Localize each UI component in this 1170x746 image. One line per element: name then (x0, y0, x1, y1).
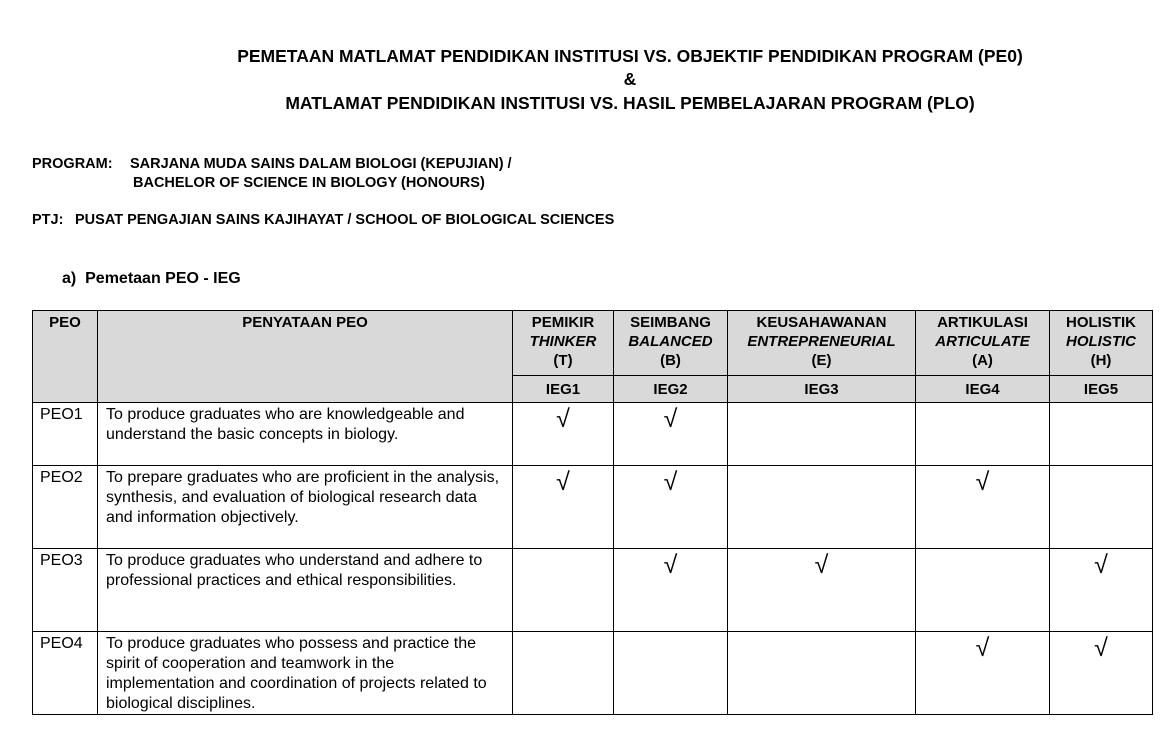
peo-statement: To produce graduates who are knowledgeable and understand the basic concepts in biology. (98, 403, 513, 466)
header-code-ieg3: IEG3 (728, 376, 916, 403)
header-ieg5 (1050, 311, 1153, 376)
section-marker: a) (62, 270, 77, 287)
header-ieg4-abbr: (A) (972, 352, 993, 369)
header-ieg1-abbr: (T) (553, 352, 573, 369)
ptj-name: PUSAT PENGAJIAN SAINS KAJIHAYAT / SCHOOL OF BIOLOGICAL SCIENCES (75, 212, 615, 228)
header-ieg5-malay: HOLISTIK (1066, 314, 1136, 331)
mapping-cell (728, 549, 916, 632)
peo-code: PEO1 (33, 403, 98, 466)
ptj-label: PTJ: (32, 212, 64, 228)
check-mark-icon: √ (1094, 551, 1108, 579)
check-mark-icon: √ (975, 634, 990, 662)
table-row-peo1 (33, 403, 1153, 466)
header-code-ieg4: IEG4 (916, 376, 1050, 403)
mapping-cell (513, 403, 614, 466)
peo-statement: To produce graduates who possess and practice the spirit of cooperation and teamwork in the implementation and coordination of projects related to biological disciplines. (98, 632, 513, 715)
header-ieg2-english: BALANCED (628, 333, 713, 350)
mapping-cell (916, 466, 1050, 549)
header-ieg2-malay: SEIMBANG (630, 314, 711, 331)
mapping-cell (916, 549, 1050, 632)
check-mark-icon: √ (663, 468, 678, 496)
peo-statement: To prepare graduates who are proficient in the analysis, synthesis, and evaluation of biological research data and information objectively. (98, 466, 513, 549)
header-statement: PENYATAAN PEO (98, 311, 513, 403)
program-name-english: BACHELOR OF SCIENCE IN BIOLOGY (HONOURS) (133, 175, 485, 191)
mapping-cell (916, 632, 1050, 715)
mapping-cell (728, 632, 916, 715)
check-mark-icon: √ (1094, 634, 1108, 662)
check-mark-icon: √ (663, 551, 678, 579)
section-heading (62, 270, 241, 288)
mapping-cell (614, 403, 728, 466)
header-ieg3 (728, 311, 916, 376)
header-ieg1 (513, 311, 614, 376)
check-mark-icon: √ (556, 468, 570, 496)
header-peo: PEO (33, 311, 98, 403)
mapping-cell (1050, 632, 1153, 715)
program-name-malay: SARJANA MUDA SAINS DALAM BIOLOGI (KEPUJIAN) / (130, 156, 512, 172)
header-ieg3-malay: KEUSAHAWANAN (756, 314, 887, 331)
header-ieg5-abbr: (H) (1090, 352, 1112, 369)
mapping-cell (513, 632, 614, 715)
table-row-peo4 (33, 632, 1153, 715)
document-title-ampersand: & (623, 69, 637, 89)
header-code-ieg2: IEG2 (614, 376, 728, 403)
mapping-cell (1050, 403, 1153, 466)
header-ieg2 (614, 311, 728, 376)
check-mark-icon: √ (814, 551, 829, 579)
program-label: PROGRAM: (32, 156, 113, 172)
peo-statement: To produce graduates who understand and adhere to professional practices and ethical responsibilities. (98, 549, 513, 632)
mapping-cell (614, 466, 728, 549)
peo-ieg-mapping-table (32, 310, 1153, 715)
mapping-cell (916, 403, 1050, 466)
header-ieg4 (916, 311, 1050, 376)
document-title-line-1: PEMETAAN MATLAMAT PENDIDIKAN INSTITUSI VS. OBJEKTIF PENDIDIKAN PROGRAM (PE0) (237, 46, 1023, 66)
check-mark-icon: √ (663, 405, 678, 433)
peo-code: PEO3 (33, 549, 98, 632)
header-ieg4-english: ARTICULATE (935, 333, 1030, 350)
header-ieg1-malay: PEMIKIR (531, 314, 595, 331)
header-code-ieg5: IEG5 (1050, 376, 1153, 403)
mapping-cell (614, 632, 728, 715)
check-mark-icon: √ (975, 468, 990, 496)
mapping-cell (1050, 466, 1153, 549)
mapping-cell (728, 403, 916, 466)
table-row-peo2 (33, 466, 1153, 549)
mapping-cell (1050, 549, 1153, 632)
section-title: Pemetaan PEO - IEG (85, 270, 241, 287)
mapping-cell (728, 466, 916, 549)
header-ieg3-english: ENTREPRENEURIAL (747, 333, 896, 350)
header-ieg5-english: HOLISTIC (1066, 333, 1136, 350)
peo-code: PEO4 (33, 632, 98, 715)
header-ieg4-malay: ARTIKULASI (937, 314, 1028, 331)
header-ieg1-english: THINKER (529, 333, 597, 350)
document-title-line-2: MATLAMAT PENDIDIKAN INSTITUSI VS. HASIL PEMBELAJARAN PROGRAM (PLO) (285, 93, 975, 113)
check-mark-icon: √ (556, 405, 570, 433)
header-ieg2-abbr: (B) (660, 352, 681, 369)
header-code-ieg1: IEG1 (513, 376, 614, 403)
header-ieg3-abbr: (E) (811, 352, 832, 369)
table-row-peo3 (33, 549, 1153, 632)
mapping-cell (614, 549, 728, 632)
peo-code: PEO2 (33, 466, 98, 549)
mapping-cell (513, 466, 614, 549)
mapping-cell (513, 549, 614, 632)
